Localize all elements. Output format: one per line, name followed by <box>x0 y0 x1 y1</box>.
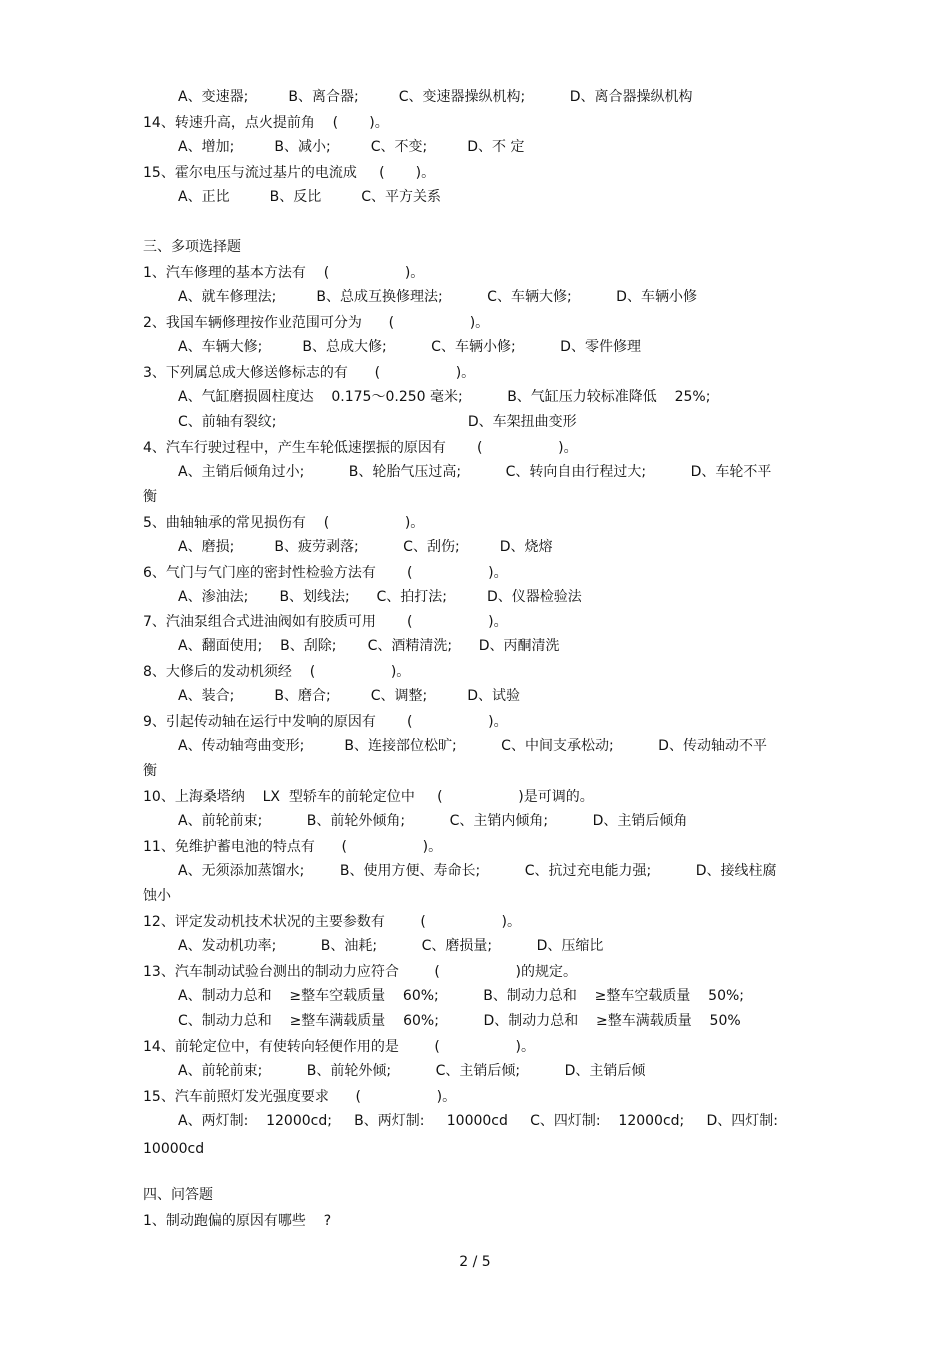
option-line: A、磨损; B、疲劳剥落; C、刮伤; D、烧熔 <box>178 539 553 555</box>
option-line: A、车辆大修; B、总成大修; C、车辆小修; D、零件修理 <box>178 339 641 355</box>
question-line: 10、上海桑塔纳 LX 型轿车的前轮定位中 ( )是可调的。 <box>143 789 594 805</box>
question-line: 1、制动跑偏的原因有哪些 ? <box>143 1213 332 1229</box>
question-line: 6、气门与气门座的密封性检验方法有 ( )。 <box>143 565 508 581</box>
option-line: A、前轮前束; B、前轮外倾角; C、主销内倾角; D、主销后倾角 <box>178 813 688 829</box>
option-line: A、增加; B、减小; C、不变; D、不 定 <box>178 139 525 155</box>
question-line: 7、汽油泵组合式进油阀如有胶质可用 ( )。 <box>143 614 508 630</box>
question-line: 9、引起传动轴在运行中发响的原因有 ( )。 <box>143 714 508 730</box>
option-line: A、翻面使用; B、刮除; C、酒精清洗; D、丙酮清洗 <box>178 638 560 654</box>
question-line: 14、转速升高，点火提前角 ( )。 <box>143 115 389 131</box>
option-line: A、装合; B、磨合; C、调整; D、试验 <box>178 688 521 704</box>
option-line: A、无须添加蒸馏水; B、使用方便、寿命长; C、抗过充电能力强; D、接线柱腐 <box>178 863 777 879</box>
option-line: C、前轴有裂纹; D、车架扭曲变形 <box>178 414 577 430</box>
question-line: 15、霍尔电压与流过基片的电流成 ( )。 <box>143 165 436 181</box>
question-line: 12、评定发动机技术状况的主要参数有 ( )。 <box>143 914 521 930</box>
option-line: A、传动轴弯曲变形; B、连接部位松旷; C、中间支承松动; D、传动轴动不平 <box>178 738 767 754</box>
option-line: A、渗油法; B、划线法; C、拍打法; D、仪器检验法 <box>178 589 582 605</box>
option-line: A、发动机功率; B、油耗; C、磨损量; D、压缩比 <box>178 938 604 954</box>
wrap-line: 10000cd <box>143 1141 205 1157</box>
option-line: A、正比 B、反比 C、平方关系 <box>178 189 442 205</box>
wrap-line: 衡 <box>143 489 157 505</box>
question-line: 5、曲轴轴承的常见损伤有 ( )。 <box>143 515 425 531</box>
question-line: 1、汽车修理的基本方法有 ( )。 <box>143 265 425 281</box>
option-line: A、就车修理法; B、总成互换修理法; C、车辆大修; D、车辆小修 <box>178 289 697 305</box>
question-line: 15、汽车前照灯发光强度要求 ( )。 <box>143 1089 457 1105</box>
page-number: 2 / 5 <box>459 1254 491 1270</box>
option-line: A、变速器; B、离合器; C、变速器操纵机构; D、离合器操纵机构 <box>178 89 693 105</box>
wrap-line: 蚀小 <box>143 888 171 904</box>
option-line: A、主销后倾角过小; B、轮胎气压过高; C、转向自由行程过大; D、车轮不平 <box>178 464 772 480</box>
question-line: 3、下列属总成大修送修标志的有 ( )。 <box>143 365 476 381</box>
question-line: 14、前轮定位中，有使转向轻便作用的是 ( )。 <box>143 1039 535 1055</box>
question-line: 2、我国车辆修理按作业范围可分为 ( )。 <box>143 315 490 331</box>
wrap-line: 衡 <box>143 763 157 779</box>
option-line: A、制动力总和 ≥整车空载质量 60%; B、制动力总和 ≥整车空载质量 50%; <box>178 988 745 1004</box>
option-line: A、两灯制: 12000cd; B、两灯制: 10000cd C、四灯制: 12000cd; D、四灯制: <box>178 1113 779 1129</box>
question-line: 11、免维护蓄电池的特点有 ( )。 <box>143 839 443 855</box>
question-line: 4、汽车行驶过程中，产生车轮低速摆振的原因有 ( )。 <box>143 440 578 456</box>
section-heading: 三、多项选择题 <box>143 239 241 255</box>
section-heading: 四、问答题 <box>143 1187 213 1203</box>
option-line: A、气缸磨损圆柱度达 0.175～0.250 毫米; B、气缸压力较标准降低 25%; <box>178 389 711 405</box>
option-line: A、前轮前束; B、前轮外倾; C、主销后倾; D、主销后倾 <box>178 1063 646 1079</box>
question-line: 8、大修后的发动机须经 ( )。 <box>143 664 411 680</box>
question-line: 13、汽车制动试验台测出的制动力应符合 ( )的规定。 <box>143 964 577 980</box>
option-line: C、制动力总和 ≥整车满载质量 60%; D、制动力总和 ≥整车满载质量 50% <box>178 1013 741 1029</box>
